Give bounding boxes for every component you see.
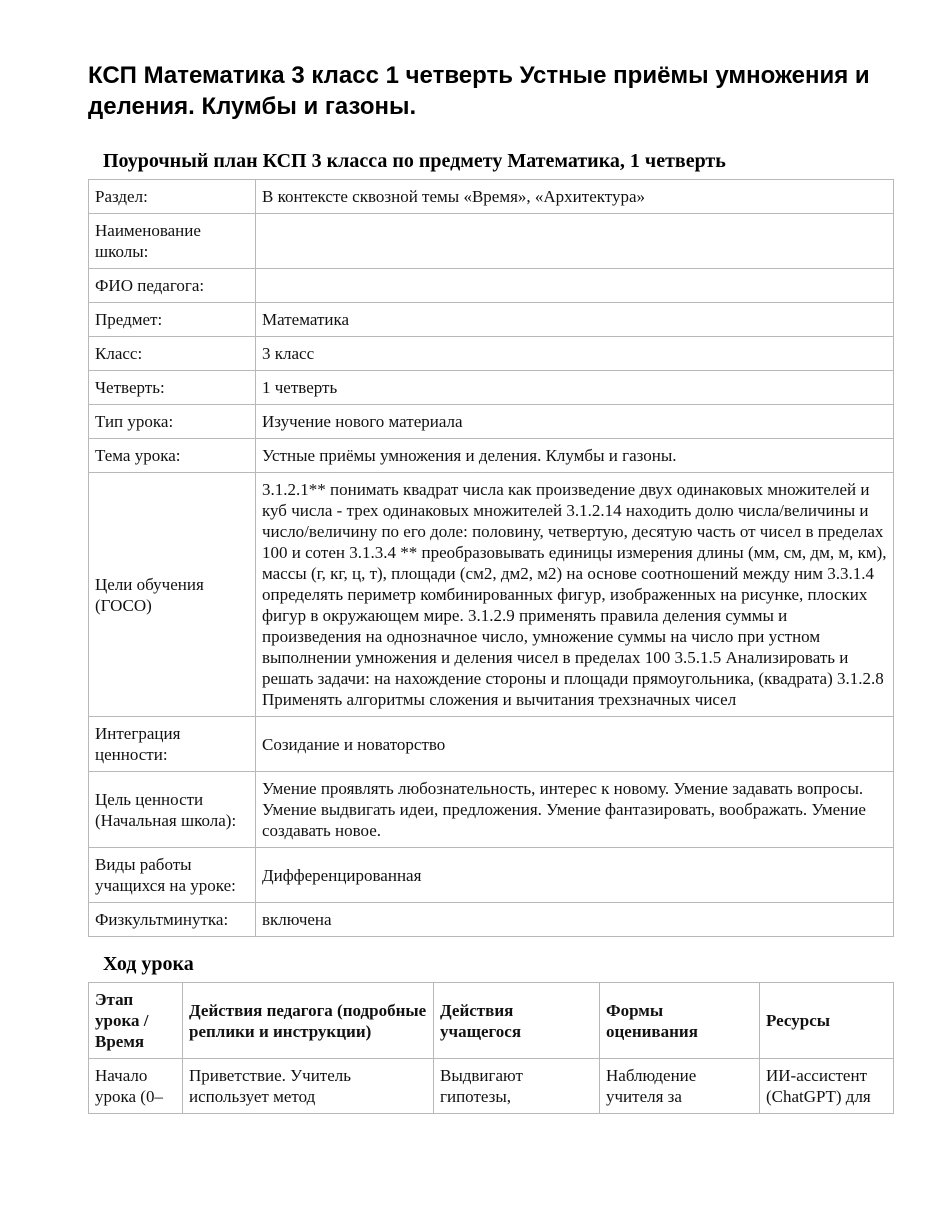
- lesson-column-header: Ресурсы: [760, 983, 894, 1059]
- info-value: включена: [256, 903, 894, 937]
- info-label: Виды работы учащихся на уроке:: [89, 848, 256, 903]
- info-label: ФИО педагога:: [89, 269, 256, 303]
- lesson-flow-table: [88, 982, 894, 1114]
- lesson-cell: Выдвигают гипотезы,: [434, 1059, 600, 1114]
- info-row: [89, 337, 894, 371]
- document-page: [88, 0, 893, 1114]
- info-value: 3 класс: [256, 337, 894, 371]
- info-row: [89, 269, 894, 303]
- info-label: Наименование школы:: [89, 214, 256, 269]
- info-row: [89, 903, 894, 937]
- info-value: 3.1.2.1** понимать квадрат числа как произведение двух одинаковых множителей и куб числа - трех одинаковых множителей 3.1.2.14 находить долю числа/величины и число/величину по его доле: половину, четвертую, десятую часть от чисел в пределах 100 и сотен 3.1.3.4 ** преобразовывать единицы измерения длины (мм, см, дм, м, км), массы (г, кг, ц, т), площади (см2, дм2, м2) на основе соотношений между ним 3.3.1.4 определять периметр комбинированных фигур, изображенных на рисунке, плоских фигур в окружающем мире. 3.1.2.9 применять правила деления суммы и произведения на однозначное число, умножение суммы на число при устном выполнении умножения и деления чисел в пределах 100 3.5.1.5 Анализировать и решать задачи: на нахождение стороны и площади прямоугольника, (квадрата) 3.1.2.8 Применять алгоритмы сложения и вычитания трехзначных чисел: [256, 473, 894, 717]
- info-label: Интеграция ценности:: [89, 717, 256, 772]
- info-label: Тип урока:: [89, 405, 256, 439]
- info-row: [89, 717, 894, 772]
- plan-heading: Поурочный план КСП 3 класса по предмету Математика, 1 четверть: [103, 150, 726, 172]
- info-label: Раздел:: [89, 180, 256, 214]
- info-value: Изучение нового материала: [256, 405, 894, 439]
- info-value: В контексте сквозной темы «Время», «Архитектура»: [256, 180, 894, 214]
- info-row: [89, 214, 894, 269]
- info-value: [256, 269, 894, 303]
- info-row: [89, 405, 894, 439]
- lesson-column-header: Действия учащегося: [434, 983, 600, 1059]
- lesson-cell: Наблюдение учителя за: [600, 1059, 760, 1114]
- lesson-info-table: [88, 179, 894, 937]
- info-row: [89, 371, 894, 405]
- lesson-column-header: Действия педагога (подробные реплики и инструкции): [183, 983, 434, 1059]
- info-row: [89, 180, 894, 214]
- lesson-cell: ИИ-ассистент (ChatGPT) для: [760, 1059, 894, 1114]
- lesson-row: [89, 1059, 894, 1114]
- lesson-column-header: Этап урока / Время: [89, 983, 183, 1059]
- info-label: Цели обучения (ГОСО): [89, 473, 256, 717]
- info-row: [89, 473, 894, 717]
- info-label: Цель ценности (Начальная школа):: [89, 772, 256, 848]
- lesson-cell: Начало урока (0–: [89, 1059, 183, 1114]
- info-value: Дифференцированная: [256, 848, 894, 903]
- lesson-cell: Приветствие. Учитель использует метод: [183, 1059, 434, 1114]
- info-label: Тема урока:: [89, 439, 256, 473]
- lesson-heading: Ход урока: [103, 953, 194, 975]
- info-row: [89, 848, 894, 903]
- document-title: КСП Математика 3 класс 1 четверть Устные приёмы умножения и деления. Клумбы и газоны.: [88, 62, 870, 120]
- info-value: 1 четверть: [256, 371, 894, 405]
- info-label: Предмет:: [89, 303, 256, 337]
- info-row: [89, 303, 894, 337]
- info-value: Устные приёмы умножения и деления. Клумбы и газоны.: [256, 439, 894, 473]
- info-row: [89, 439, 894, 473]
- info-value: Умение проявлять любознательность, интерес к новому. Умение задавать вопросы. Умение выдвигать идеи, предложения. Умение фантазировать, воображать. Умение создавать новое.: [256, 772, 894, 848]
- info-value: Математика: [256, 303, 894, 337]
- info-label: Четверть:: [89, 371, 256, 405]
- info-value: Созидание и новаторство: [256, 717, 894, 772]
- info-label: Физкультминутка:: [89, 903, 256, 937]
- info-label: Класс:: [89, 337, 256, 371]
- lesson-header-row: [89, 983, 894, 1059]
- lesson-column-header: Формы оценивания: [600, 983, 760, 1059]
- info-row: [89, 772, 894, 848]
- info-value: [256, 214, 894, 269]
